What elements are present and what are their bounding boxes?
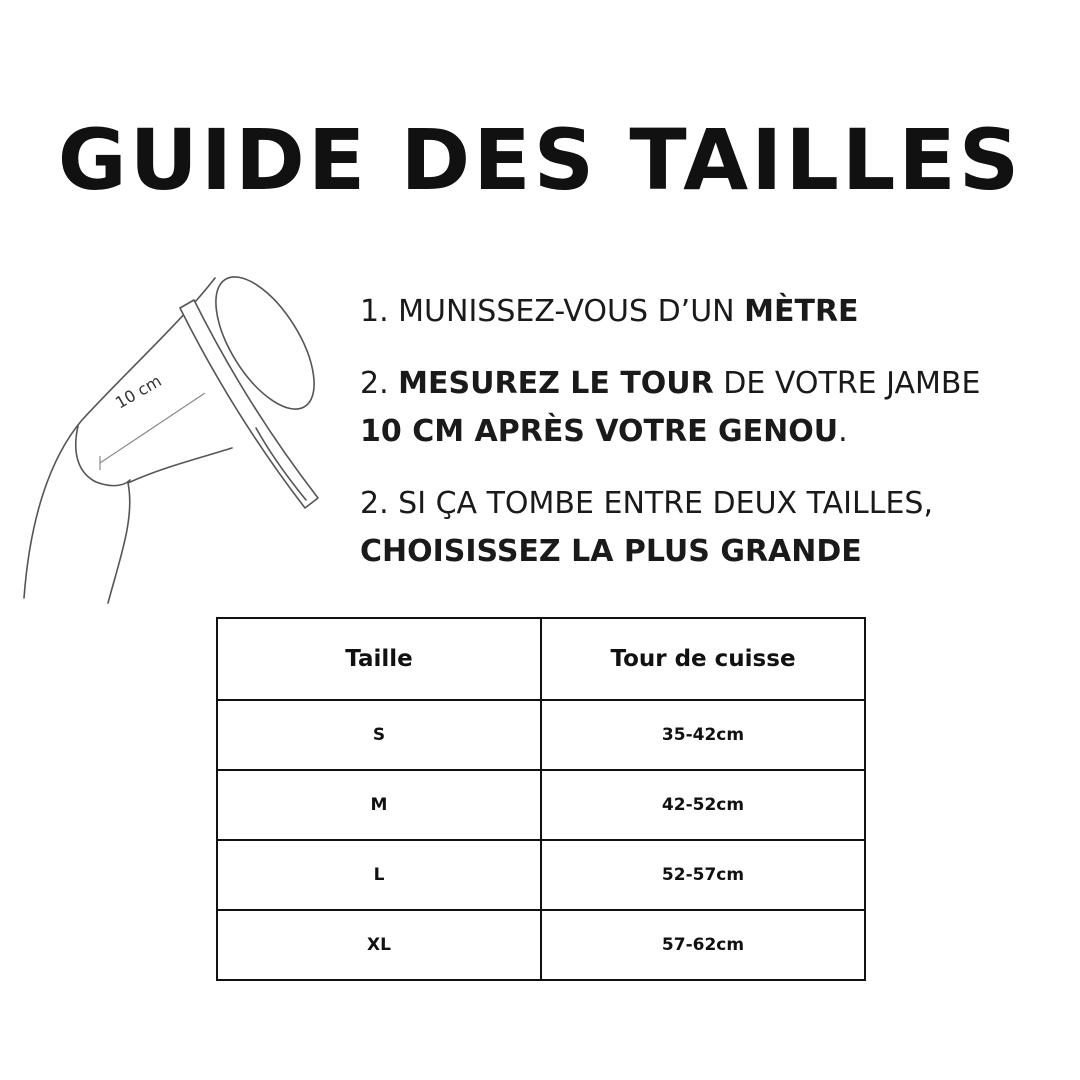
- measure-cell: 42-52cm: [541, 770, 865, 840]
- table-header-row: [217, 618, 865, 700]
- measure-cell: 35-42cm: [541, 700, 865, 770]
- step-1: 1. MUNISSEZ-VOUS D’UN MÈTRE: [360, 294, 859, 329]
- size-cell: S: [217, 700, 541, 770]
- size-cell: M: [217, 770, 541, 840]
- table-row: [217, 910, 865, 980]
- table-row: [217, 770, 865, 840]
- step-2: 2. MESUREZ LE TOUR DE VOTRE JAMBE 10 CM APRÈS VOTRE GENOU.: [360, 366, 981, 449]
- page-title: GUIDE DES TAILLES: [57, 111, 1023, 209]
- table-row: [217, 700, 865, 770]
- instructions: [360, 288, 1060, 600]
- header-taille: Taille: [217, 618, 541, 700]
- measure-cell: 52-57cm: [541, 840, 865, 910]
- leg-illustration: [20, 268, 340, 608]
- leg-measuring-tape-icon: [20, 268, 340, 608]
- size-cell: L: [217, 840, 541, 910]
- measure-cell: 57-62cm: [541, 910, 865, 980]
- size-cell: XL: [217, 910, 541, 980]
- table-row: [217, 840, 865, 910]
- size-table: [216, 617, 866, 981]
- measure-label: 10 cm: [112, 371, 165, 413]
- step-3: 2. SI ÇA TOMBE ENTRE DEUX TAILLES, CHOISISSEZ LA PLUS GRANDE: [360, 486, 933, 569]
- header-tour-de-cuisse: Tour de cuisse: [541, 618, 865, 700]
